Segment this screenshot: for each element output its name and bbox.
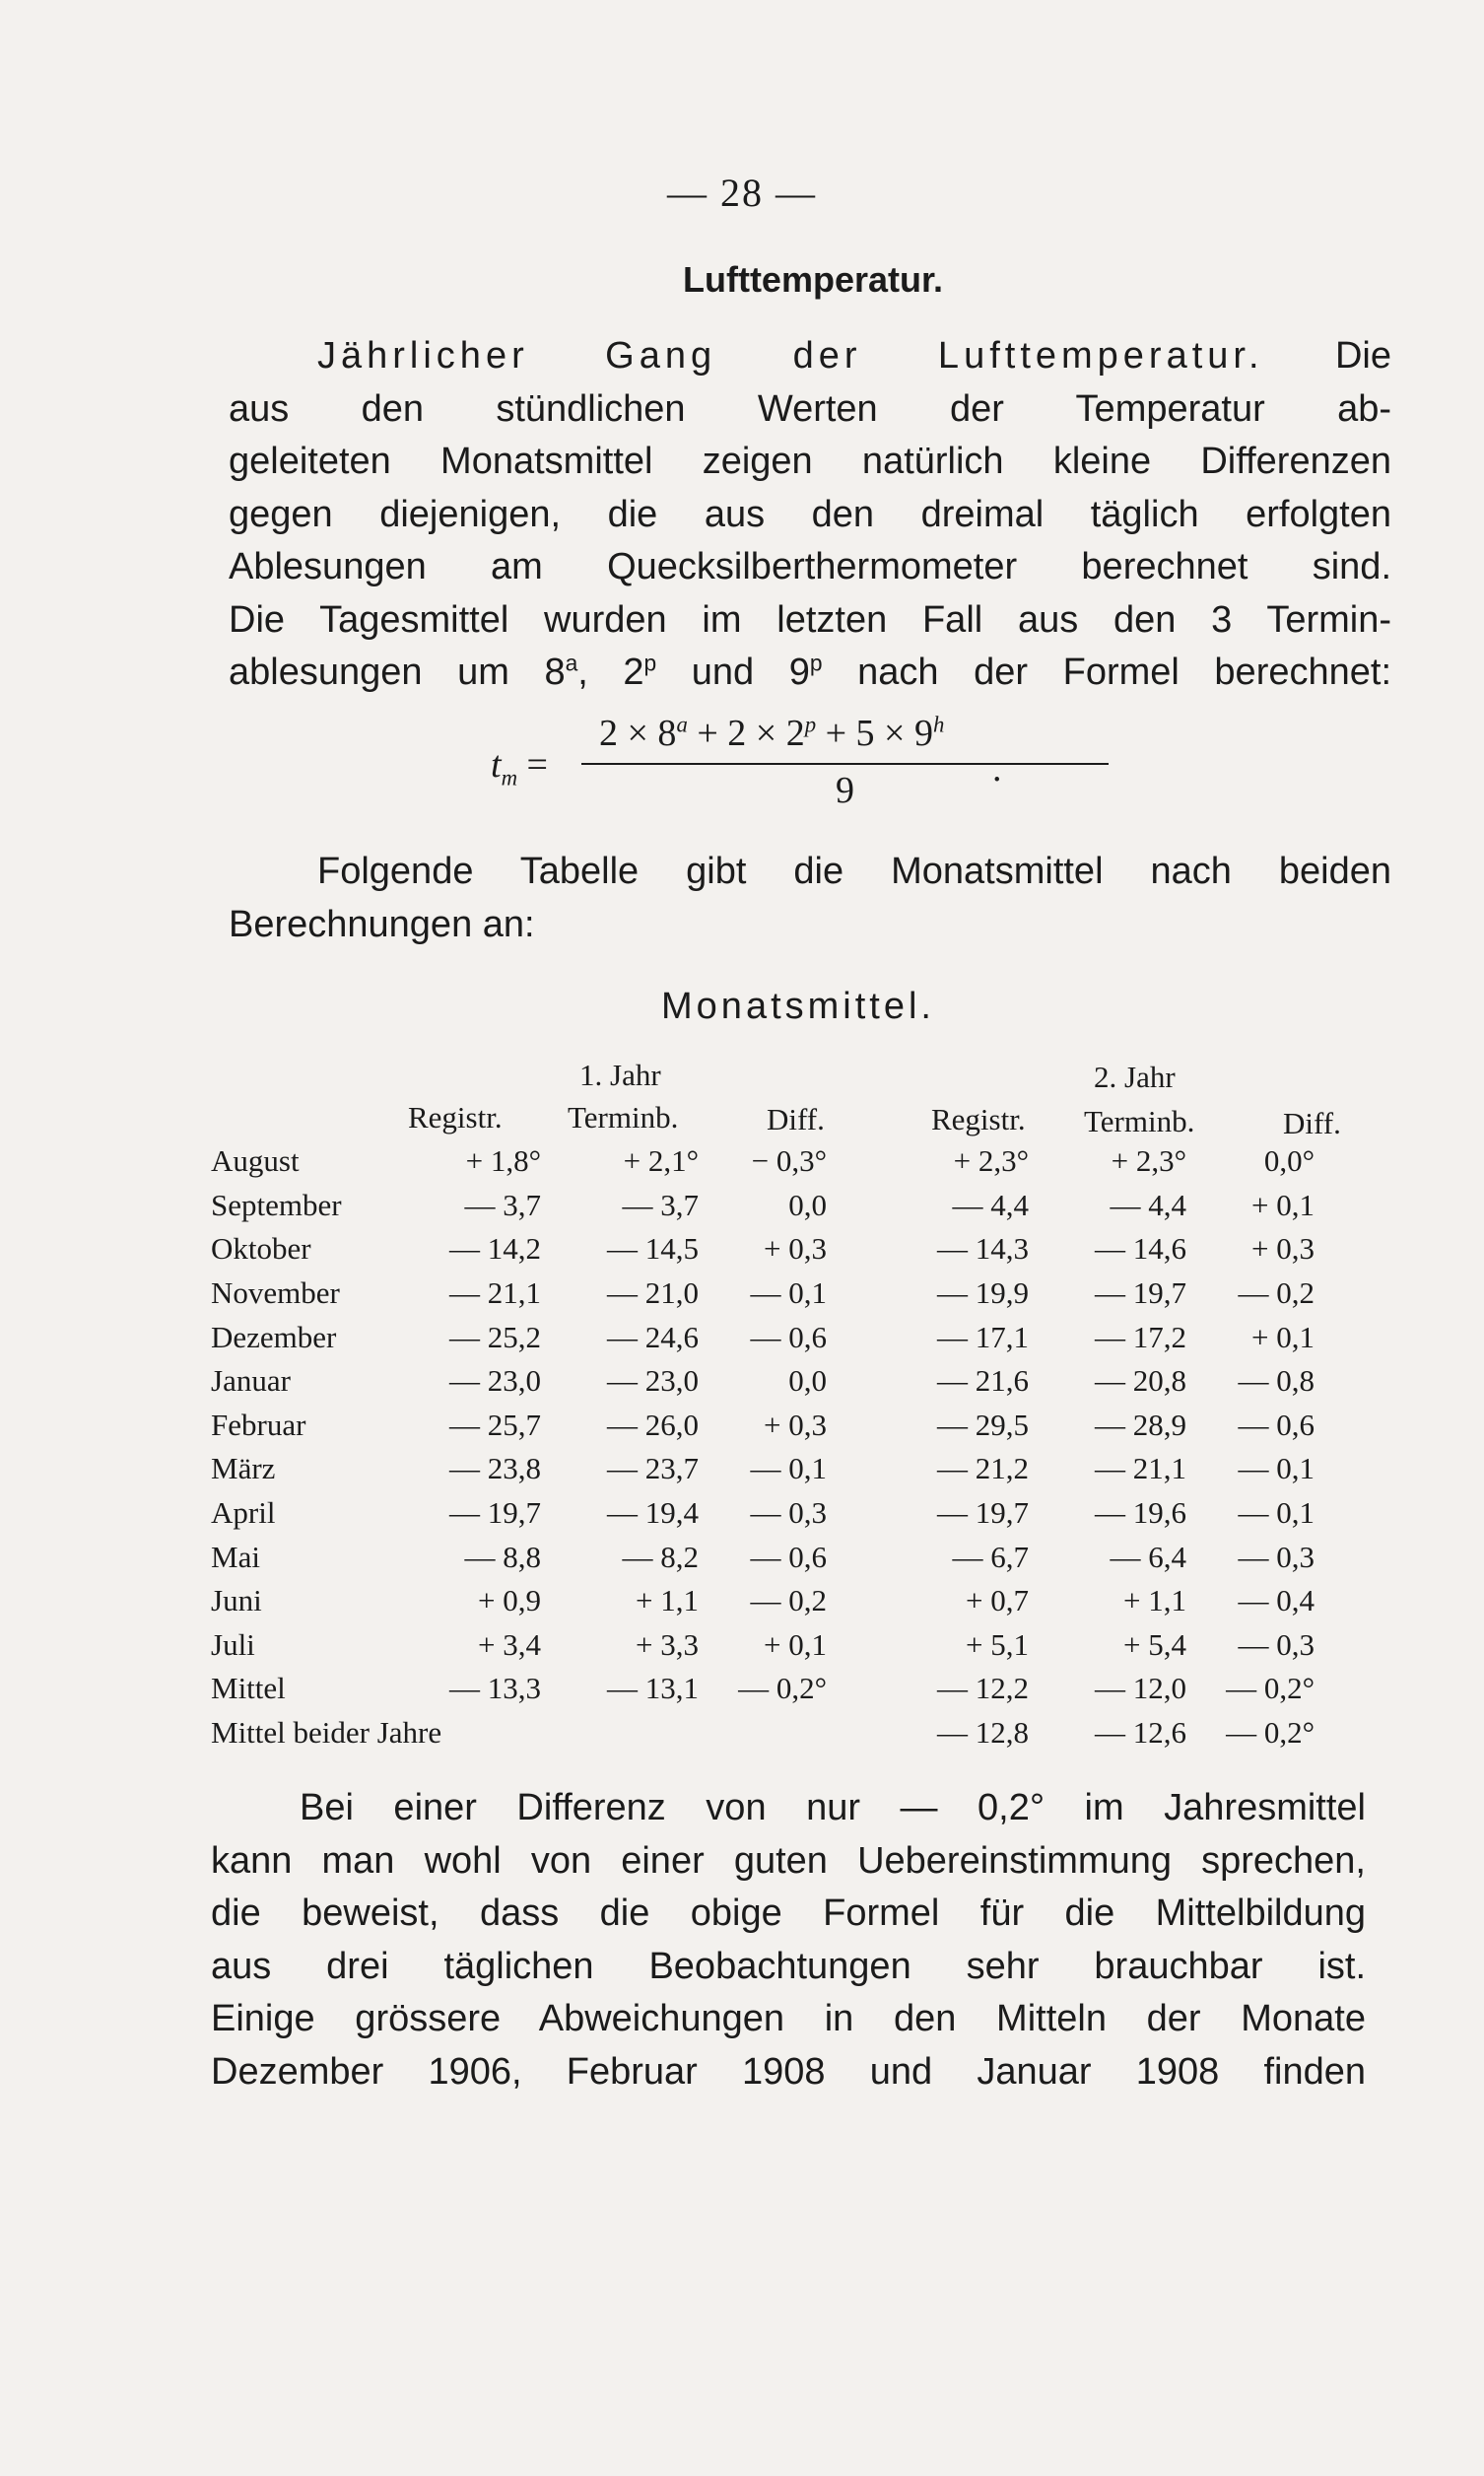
col-terminb-1: Terminb.	[568, 1100, 679, 1135]
cell-terminb-2: — 4,4	[1110, 1187, 1186, 1222]
table-row	[211, 1404, 1315, 1448]
cell-registr-1: + 0,9	[478, 1583, 541, 1618]
cell-terminb-2: — 17,2	[1095, 1319, 1186, 1354]
cell-registr-2: — 4,4	[952, 1187, 1029, 1222]
cell-terminb-1: — 24,6	[607, 1319, 699, 1354]
cell-diff-1: — 0,6	[750, 1319, 827, 1354]
cell-month: Mai	[211, 1539, 260, 1574]
year-2-heading: 2. Jahr	[1094, 1060, 1176, 1094]
paragraph-3-line-5: Einige grössere Abweichungen in den Mitteln der Monate	[211, 1998, 1366, 2039]
cell-terminb-1: — 23,7	[607, 1451, 699, 1486]
cell-diff-1: − 0,3°	[751, 1143, 827, 1179]
table-row	[211, 1359, 1315, 1404]
table-title: Monatsmittel.	[661, 986, 935, 1027]
cell-diff-2: — 0,3	[1238, 1626, 1315, 1662]
cell-month: November	[211, 1275, 340, 1311]
sup-p: p	[643, 650, 657, 676]
formula-t: t	[491, 744, 502, 786]
formula-equals: =	[526, 744, 548, 786]
cell-terminb-1: — 8,2	[622, 1539, 699, 1574]
cell-terminb-2: — 14,6	[1095, 1231, 1186, 1267]
num-sup-a: a	[676, 712, 688, 737]
col-diff-1: Diff.	[767, 1102, 825, 1136]
cell-terminb-1: — 26,0	[607, 1407, 699, 1442]
cell-diff-1: — 0,1	[750, 1451, 827, 1486]
table-row	[211, 1535, 1315, 1579]
line-7-b: , 2	[577, 652, 644, 693]
line-7-a: ablesungen um 8	[229, 652, 566, 693]
cell-month: Juni	[211, 1583, 262, 1618]
section-title: Lufttemperatur.	[682, 259, 944, 300]
cell-terminb-2: + 1,1	[1123, 1583, 1186, 1618]
table-body	[211, 1139, 1315, 1754]
cell-diff-2: — 0,8	[1238, 1363, 1315, 1399]
cell-month: Mittel beider Jahre	[211, 1715, 442, 1751]
table-row	[211, 1667, 1315, 1711]
table-row	[211, 1315, 1315, 1359]
cell-diff-2: + 0,3	[1251, 1231, 1315, 1267]
num-b: + 2 × 2	[687, 713, 805, 754]
table-row	[211, 1623, 1315, 1668]
cell-registr-2: — 19,7	[937, 1495, 1029, 1531]
cell-registr-2: — 14,3	[937, 1231, 1029, 1267]
col-diff-2: Diff.	[1283, 1106, 1341, 1140]
num-sup-p: p	[804, 712, 817, 737]
formula-numerator	[599, 712, 944, 755]
col-terminb-2: Terminb.	[1084, 1104, 1195, 1138]
cell-terminb-1: — 13,1	[607, 1671, 699, 1706]
cell-terminb-1: + 1,1	[636, 1583, 699, 1618]
cell-registr-1: — 25,7	[449, 1407, 541, 1442]
table-row	[211, 1491, 1315, 1536]
cell-terminb-2: — 28,9	[1095, 1407, 1186, 1442]
paragraph-1-line-4: gegen diejenigen, die aus den dreimal täglich erfolgten	[229, 493, 1391, 535]
cell-terminb-1: — 21,0	[607, 1275, 699, 1311]
cell-diff-1: — 0,3	[750, 1495, 827, 1531]
cell-diff-1: + 0,1	[764, 1626, 827, 1662]
cell-diff-1: — 0,2	[750, 1583, 827, 1618]
cell-month: Februar	[211, 1407, 306, 1442]
cell-diff-2: — 0,1	[1238, 1495, 1315, 1531]
cell-registr-1: — 23,0	[449, 1363, 541, 1399]
cell-registr-1: — 19,7	[449, 1495, 541, 1531]
paragraph-3	[211, 1782, 1366, 2098]
cell-registr-1: — 23,8	[449, 1451, 541, 1486]
cell-month: Dezember	[211, 1319, 337, 1354]
cell-registr-1: + 1,8°	[465, 1143, 541, 1179]
cell-terminb-2: — 19,6	[1095, 1495, 1186, 1531]
table-row	[211, 1711, 1315, 1755]
table-row	[211, 1184, 1315, 1228]
cell-diff-2: — 0,2°	[1226, 1671, 1315, 1706]
num-sup-h: h	[933, 712, 945, 737]
col-registr-2: Registr.	[931, 1102, 1026, 1136]
paragraph-1-line-1-rest: Die	[1334, 335, 1392, 377]
cell-diff-2: — 0,2°	[1226, 1715, 1315, 1751]
cell-registr-2: — 29,5	[937, 1407, 1029, 1442]
cell-registr-1: — 13,3	[449, 1671, 541, 1706]
paragraph-1-line-2: aus den stündlichen Werten der Temperatur ab-	[229, 387, 1391, 430]
cell-terminb-2: — 20,8	[1095, 1363, 1186, 1399]
cell-terminb-1: — 19,4	[607, 1495, 699, 1531]
cell-registr-2: — 6,7	[952, 1539, 1029, 1574]
sup-p-2: p	[809, 650, 823, 676]
formula-denominator	[836, 748, 1002, 812]
cell-month: Juli	[211, 1626, 255, 1662]
formula-sub-m: m	[501, 765, 518, 791]
cell-registr-2: — 21,2	[937, 1451, 1029, 1486]
paragraph-1-line-3: geleiteten Monatsmittel zeigen natürlich kleine Differenzen	[229, 441, 1391, 482]
cell-diff-1: + 0,3	[764, 1231, 827, 1267]
cell-terminb-1: — 23,0	[607, 1363, 699, 1399]
cell-terminb-2: + 2,3°	[1111, 1143, 1186, 1179]
table-row	[211, 1272, 1315, 1316]
table-row	[211, 1447, 1315, 1491]
cell-diff-1: — 0,1	[750, 1275, 827, 1311]
cell-month: April	[211, 1495, 276, 1531]
cell-terminb-2: — 12,0	[1095, 1671, 1186, 1706]
paragraph-3-line-2: kann man wohl von einer guten Uebereinstimmung sprechen,	[211, 1839, 1366, 1882]
cell-diff-2: — 0,6	[1238, 1407, 1315, 1442]
cell-registr-2: + 0,7	[966, 1583, 1029, 1618]
monatsmittel-table	[211, 1139, 1315, 1754]
cell-diff-2: + 0,1	[1251, 1187, 1315, 1222]
cell-terminb-1: + 2,1°	[623, 1143, 699, 1179]
cell-diff-1: — 0,6	[750, 1539, 827, 1574]
cell-registr-2: — 12,2	[937, 1671, 1029, 1706]
cell-diff-1: + 0,3	[764, 1407, 827, 1442]
cell-terminb-2: — 12,6	[1095, 1715, 1186, 1751]
cell-month: August	[211, 1143, 300, 1179]
year-1-heading: 1. Jahr	[579, 1058, 661, 1092]
cell-registr-2: — 17,1	[937, 1319, 1029, 1354]
sup-a: a	[565, 650, 578, 676]
cell-diff-1: — 0,2°	[738, 1671, 827, 1706]
cell-month: März	[211, 1451, 276, 1486]
paragraph-3-line-1: Bei einer Differenz von nur — 0,2° im Jahresmittel	[300, 1787, 1366, 1828]
cell-month: September	[211, 1187, 342, 1222]
cell-terminb-1: + 3,3	[636, 1626, 699, 1662]
cell-month: Oktober	[211, 1231, 311, 1267]
cell-diff-1: 0,0	[788, 1363, 827, 1399]
cell-terminb-1: — 14,5	[607, 1231, 699, 1267]
cell-registr-1: — 21,1	[449, 1275, 541, 1311]
cell-diff-2: — 0,4	[1238, 1583, 1315, 1618]
cell-registr-1: — 25,2	[449, 1319, 541, 1354]
table-row	[211, 1139, 1315, 1184]
cell-terminb-2: + 5,4	[1123, 1626, 1186, 1662]
cell-terminb-2: — 21,1	[1095, 1451, 1186, 1486]
paragraph-1-line-5: Ablesungen am Quecksilberthermometer berechnet sind.	[229, 546, 1391, 587]
cell-registr-1: + 3,4	[478, 1626, 541, 1662]
paragraph-2	[229, 846, 1391, 951]
page-number: — 28 —	[667, 171, 817, 215]
cell-registr-2: — 12,8	[937, 1715, 1029, 1751]
paragraph-1-line-7	[229, 647, 1391, 700]
cell-registr-1: — 3,7	[464, 1187, 541, 1222]
cell-terminb-2: — 19,7	[1095, 1275, 1186, 1311]
cell-diff-2: + 0,1	[1251, 1319, 1315, 1354]
cell-diff-2: — 0,3	[1238, 1539, 1315, 1574]
cell-registr-2: + 5,1	[966, 1626, 1029, 1662]
cell-registr-2: + 2,3°	[953, 1143, 1029, 1179]
formula-lhs	[491, 743, 548, 791]
cell-terminb-2: — 6,4	[1110, 1539, 1186, 1574]
table-row	[211, 1579, 1315, 1623]
cell-diff-2: — 0,1	[1238, 1451, 1315, 1486]
den-9: 9	[836, 770, 854, 811]
fraction-bar	[581, 763, 1109, 765]
cell-month: Januar	[211, 1363, 291, 1399]
formula	[491, 712, 1180, 820]
paragraph-1-line-6: Die Tagesmittel wurden im letzten Fall aus den 3 Termin-	[229, 598, 1391, 641]
line-7-d: nach der Formel berechnet:	[822, 652, 1391, 693]
subsection-heading: Jährlicher Gang der Lufttemperatur.	[317, 335, 1264, 377]
paragraph-1-line-1	[229, 330, 1391, 383]
cell-diff-1: 0,0	[788, 1187, 827, 1222]
paragraph-3-line-4: aus drei täglichen Beobachtungen sehr brauchbar ist.	[211, 1945, 1366, 1987]
cell-terminb-1: — 3,7	[622, 1187, 699, 1222]
cell-month: Mittel	[211, 1671, 286, 1706]
cell-registr-2: — 19,9	[937, 1275, 1029, 1311]
cell-registr-1: — 8,8	[464, 1539, 541, 1574]
paragraph-3-line-3: die beweist, dass die obige Formel für die Mittelbildung	[211, 1892, 1366, 1934]
col-registr-1: Registr.	[408, 1100, 503, 1135]
line-7-c: und 9	[656, 652, 810, 693]
table-row	[211, 1227, 1315, 1272]
paragraph-2-line-2: Berechnungen an:	[229, 903, 535, 945]
paragraph-3-line-6: Dezember 1906, Februar 1908 und Januar 1908 finden	[211, 2050, 1366, 2093]
num-a: 2 × 8	[599, 713, 677, 754]
num-c: + 5 × 9	[816, 713, 933, 754]
paragraph-1	[229, 330, 1391, 700]
paragraph-2-line-1: Folgende Tabelle gibt die Monatsmittel nach beiden	[317, 851, 1391, 892]
cell-diff-2: 0,0°	[1263, 1143, 1315, 1179]
formula-dot: .	[992, 748, 1002, 790]
cell-registr-1: — 14,2	[449, 1231, 541, 1267]
cell-diff-2: — 0,2	[1238, 1275, 1315, 1311]
cell-registr-2: — 21,6	[937, 1363, 1029, 1399]
